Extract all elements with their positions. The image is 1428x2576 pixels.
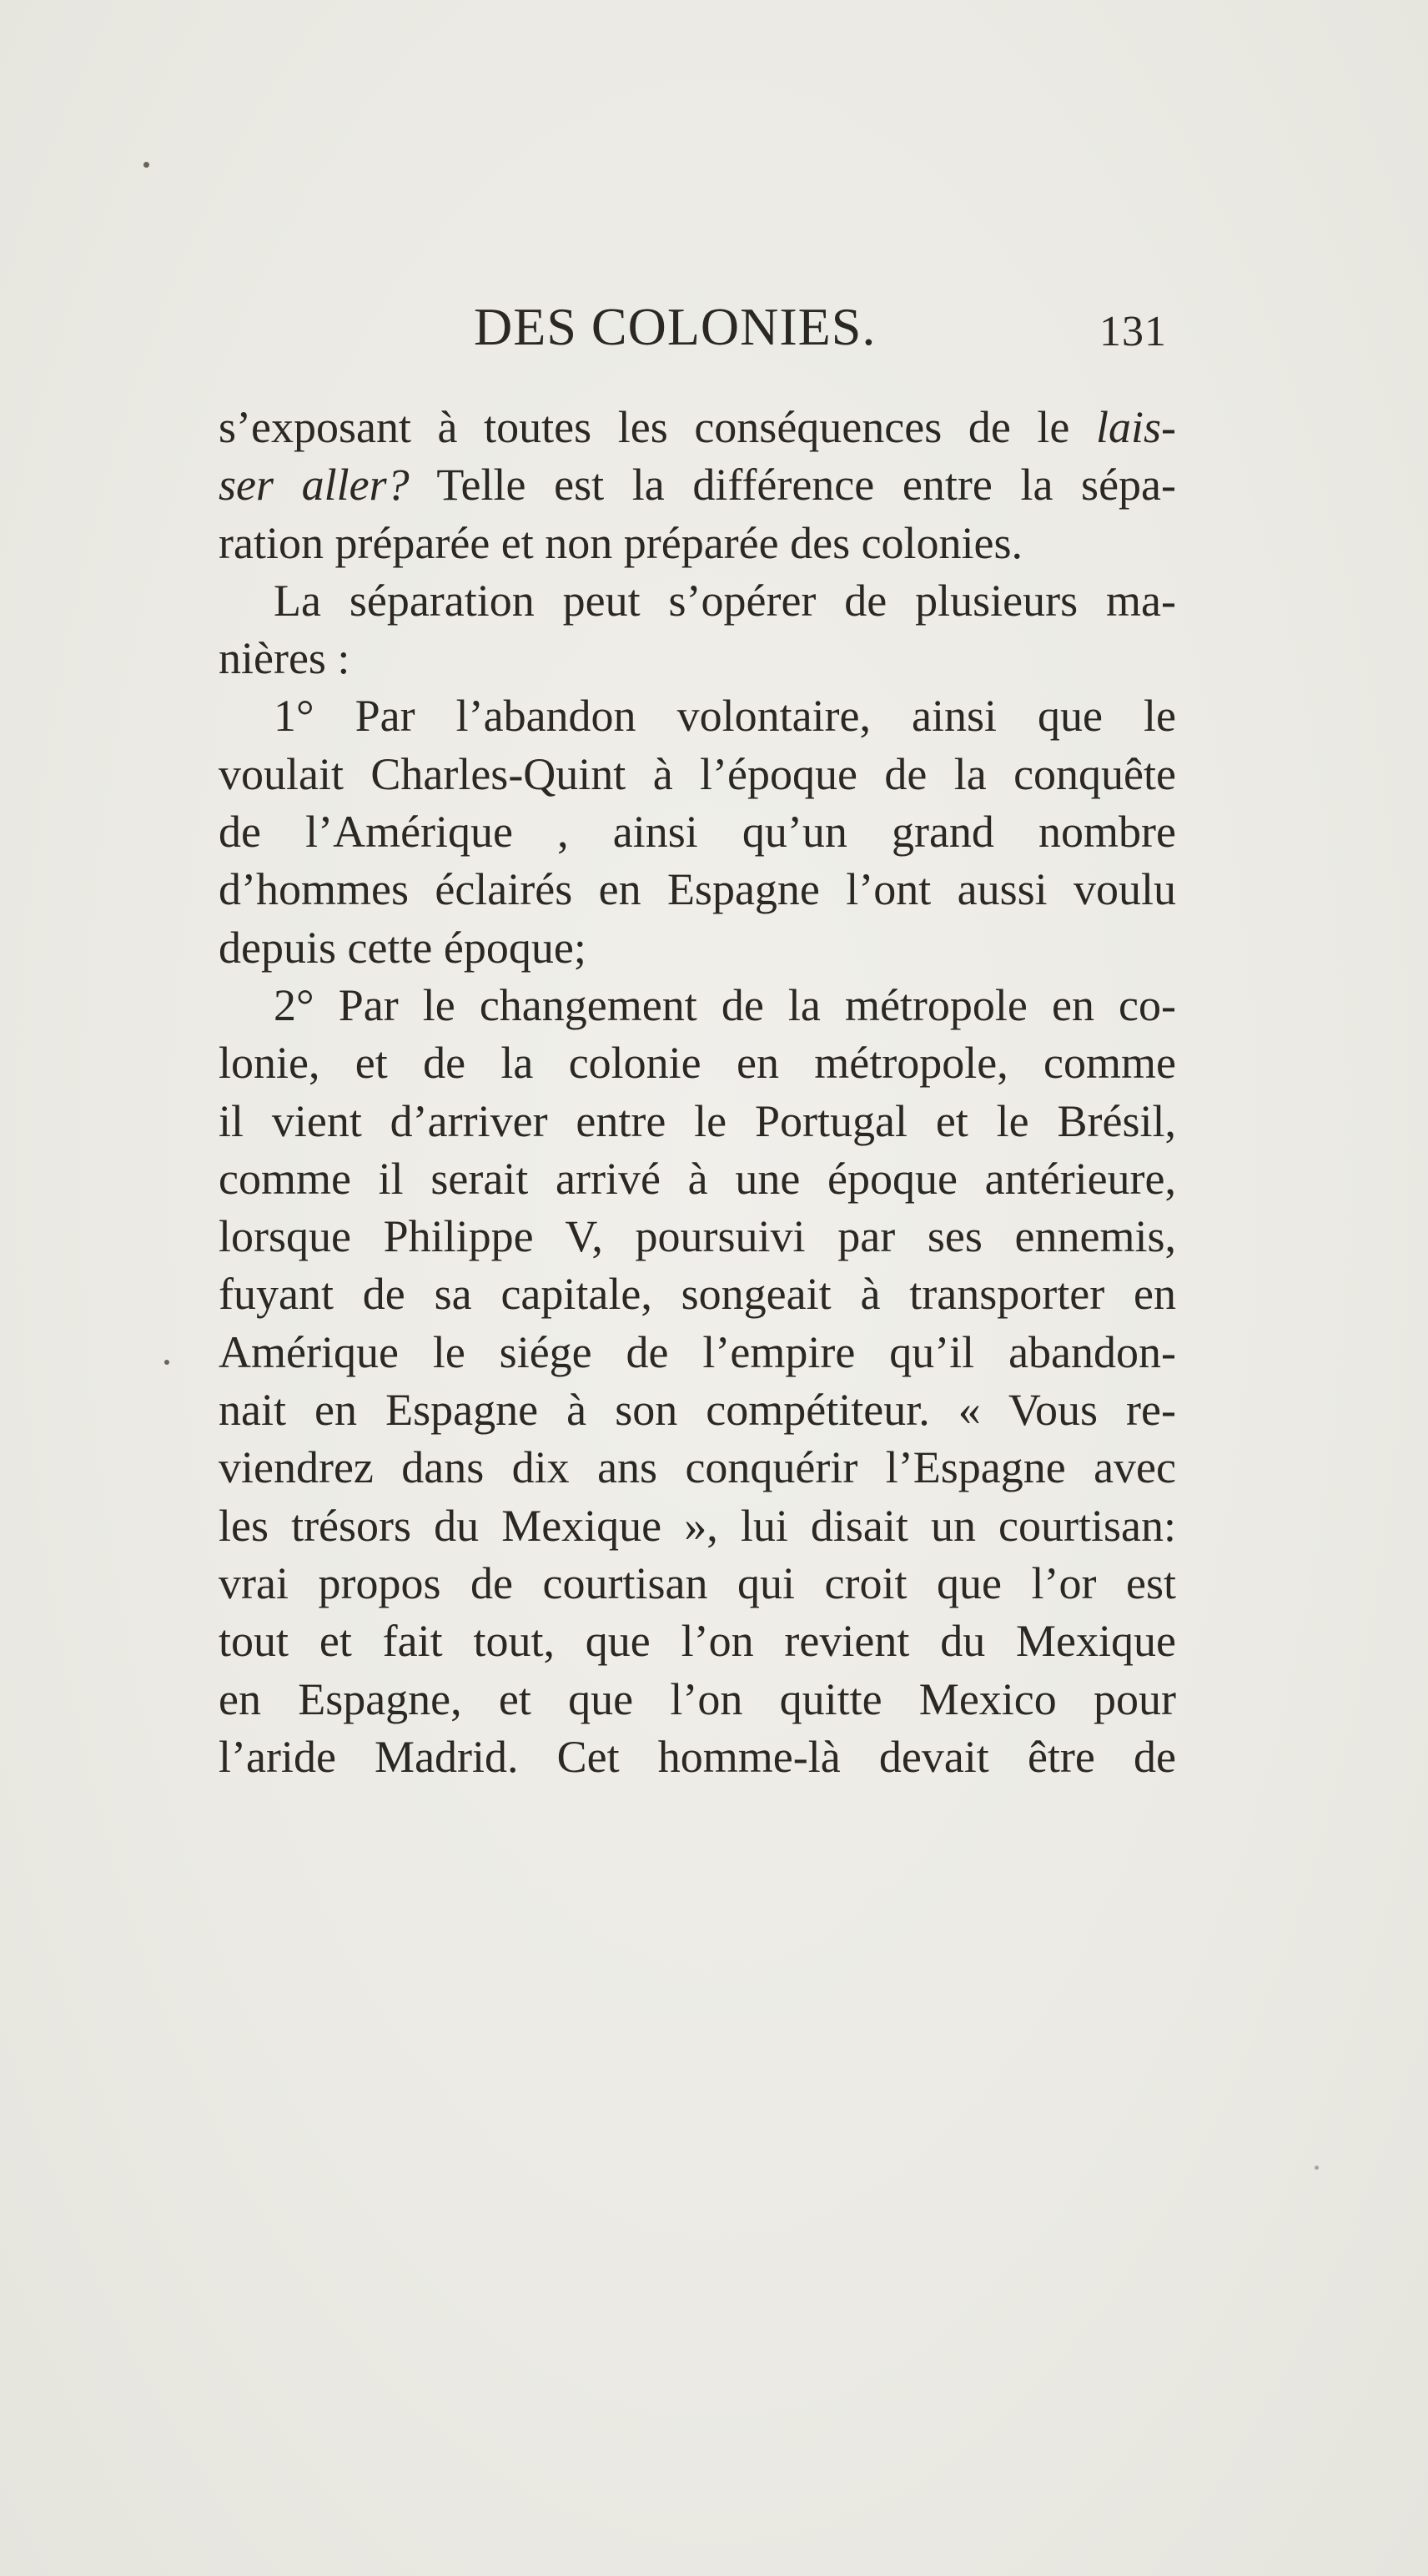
text-line <box>219 1728 1176 1786</box>
text-line <box>219 687 1176 745</box>
text-line <box>219 630 1176 687</box>
text-line <box>219 1208 1176 1265</box>
text-segment: nait en Espagne à son compétiteur. « Vous re- <box>219 1385 1176 1436</box>
text-segment: Telle est la différence entre la sépa- <box>409 460 1176 511</box>
ink-speck <box>143 162 149 168</box>
italic-text: lais- <box>1095 402 1176 452</box>
text-segment: voulait Charles-Quint à l’époque de la conquête <box>219 748 1176 799</box>
text-line <box>219 399 1176 456</box>
text-line <box>219 861 1176 918</box>
text-line <box>219 1497 1176 1555</box>
text-line <box>219 1671 1176 1728</box>
text-line <box>219 1265 1176 1323</box>
text-line <box>219 746 1176 803</box>
text-line <box>219 1324 1176 1381</box>
text-segment: lonie, et de la colonie en métropole, comme <box>219 1038 1176 1089</box>
body-text <box>219 399 1176 1786</box>
text-segment: de l’Amérique , ainsi qu’un grand nombre <box>219 807 1176 858</box>
text-segment: vrai propos de courtisan qui croit que l’or est <box>219 1557 1176 1608</box>
text-segment: il vient d’arriver entre le Portugal et le Brésil, <box>219 1095 1176 1146</box>
text-line <box>219 803 1176 861</box>
text-segment: fuyant de sa capitale, songeait à transporter en <box>219 1269 1176 1320</box>
text-line <box>219 919 1176 977</box>
text-segment: lorsque Philippe V, poursuivi par ses ennemis, <box>219 1211 1176 1262</box>
text-line <box>219 515 1176 572</box>
text-line <box>219 1034 1176 1092</box>
text-line <box>219 572 1176 630</box>
page-header <box>0 294 1428 360</box>
text-segment: ration préparée et non préparée des colonies. <box>219 517 1023 568</box>
text-segment: comme il serait arrivé à une époque antérieure, <box>219 1153 1176 1204</box>
text-segment: nières : <box>219 633 350 684</box>
text-line <box>219 1439 1176 1497</box>
text-segment: La séparation peut s’opérer de plusieurs ma- <box>274 575 1176 626</box>
text-segment: les trésors du Mexique », lui disait un courtisan: <box>219 1500 1176 1551</box>
text-line <box>219 1555 1176 1613</box>
ink-speck <box>1315 2166 1319 2170</box>
text-segment: depuis cette époque; <box>219 922 586 973</box>
text-line <box>219 456 1176 514</box>
text-segment: viendrez dans dix ans conquérir l’Espagne avec <box>219 1442 1176 1493</box>
text-segment: l’aride Madrid. Cet homme-là devait être de <box>219 1731 1176 1782</box>
text-segment: s’exposant à toutes les conséquences de le <box>219 402 1096 452</box>
text-segment: tout et fait tout, que l’on revient du Mexique <box>219 1616 1176 1667</box>
text-line <box>219 1093 1176 1150</box>
text-segment: 2° Par le changement de la métropole en co- <box>274 979 1176 1030</box>
text-segment: Amérique le siége de l’empire qu’il abandon- <box>219 1326 1176 1377</box>
text-line <box>219 1381 1176 1439</box>
ink-speck <box>164 1360 169 1365</box>
italic-text: ser aller? <box>219 460 410 511</box>
page-number: 131 <box>1099 308 1167 355</box>
text-line <box>219 977 1176 1034</box>
text-segment: en Espagne, et que l’on quitte Mexico pour <box>219 1673 1176 1724</box>
text-line <box>219 1613 1176 1670</box>
text-line <box>219 1150 1176 1208</box>
text-segment: 1° Par l’abandon volontaire, ainsi que le <box>274 691 1176 742</box>
text-segment: d’hommes éclairés en Espagne l’ont aussi voulu <box>219 864 1176 915</box>
running-title: DES COLONIES. <box>474 297 877 356</box>
